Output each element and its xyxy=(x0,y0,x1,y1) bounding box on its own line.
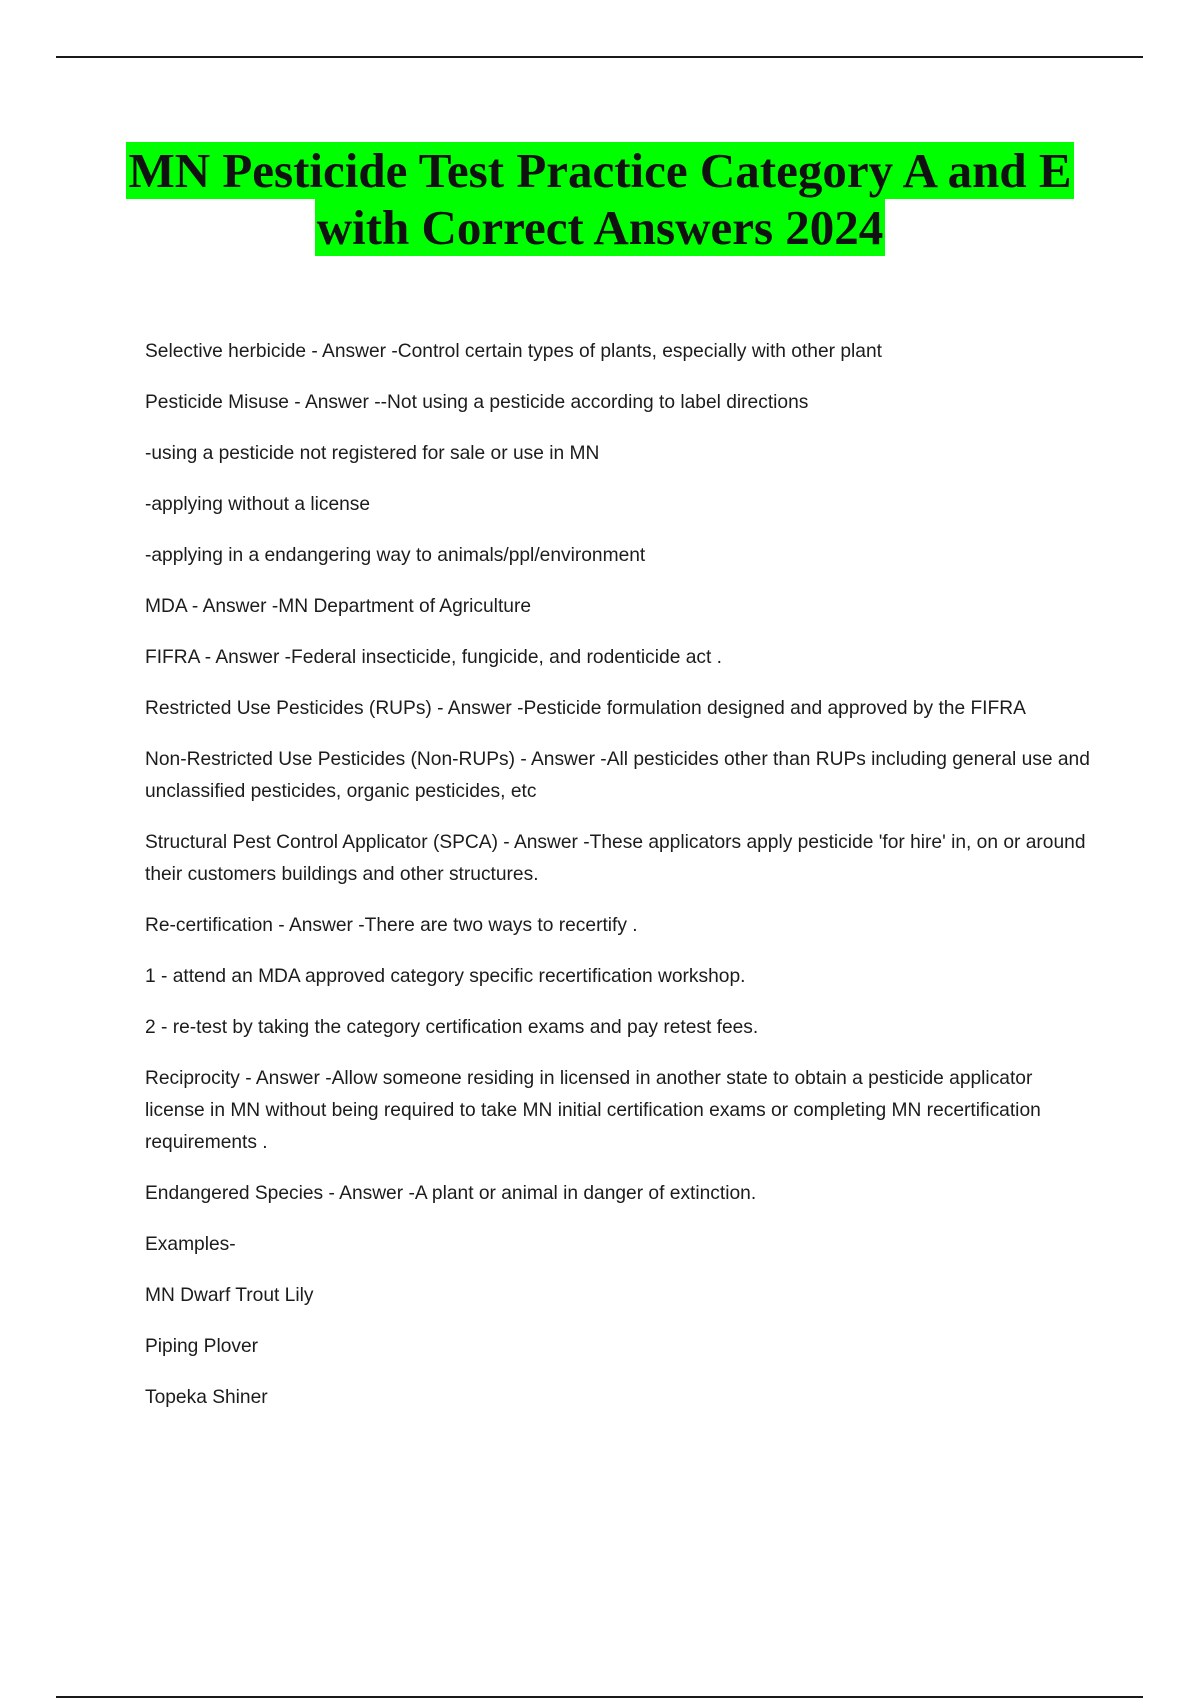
paragraph: Pesticide Misuse - Answer --Not using a pesticide according to label directions xyxy=(145,392,809,413)
paragraph: Piping Plover xyxy=(145,1336,259,1357)
paragraph: Examples- xyxy=(145,1234,236,1255)
paragraph: Topeka Shiner xyxy=(145,1387,268,1408)
title-line-1: MN Pesticide Test Practice Category A and E xyxy=(128,143,1072,198)
paragraph: Reciprocity - Answer -Allow someone residing in licensed in another state to obtain a pesticide applicator license in MN without being required to take MN initial certification exams or completing MN recertification requirements . xyxy=(145,1068,1041,1153)
top-divider xyxy=(56,56,1143,58)
document-body xyxy=(145,336,1095,1433)
paragraph: FIFRA - Answer -Federal insecticide, fungicide, and rodenticide act . xyxy=(145,647,722,668)
paragraph: Restricted Use Pesticides (RUPs) - Answer -Pesticide formulation designed and approved by the FIFRA xyxy=(145,698,1026,719)
paragraph: -using a pesticide not registered for sale or use in MN xyxy=(145,443,600,464)
paragraph: -applying in a endangering way to animals/ppl/environment xyxy=(145,545,646,566)
paragraph: 1 - attend an MDA approved category specific recertification workshop. xyxy=(145,966,746,987)
paragraph: Non-Restricted Use Pesticides (Non-RUPs) - Answer -All pesticides other than RUPs including general use and unclassified pesticides, organic pesticides, etc xyxy=(145,749,1090,802)
document-title xyxy=(0,142,1200,256)
paragraph: Selective herbicide - Answer -Control certain types of plants, especially with other plant xyxy=(145,341,882,362)
bottom-divider xyxy=(56,1696,1143,1698)
paragraph: 2 - re-test by taking the category certification exams and pay retest fees. xyxy=(145,1017,759,1038)
paragraph: Re-certification - Answer -There are two ways to recertify . xyxy=(145,915,638,936)
paragraph: MN Dwarf Trout Lily xyxy=(145,1285,314,1306)
paragraph: -applying without a license xyxy=(145,494,371,515)
paragraph: MDA - Answer -MN Department of Agriculture xyxy=(145,596,532,617)
title-line-2: with Correct Answers 2024 xyxy=(316,200,884,255)
paragraph: Endangered Species - Answer -A plant or animal in danger of extinction. xyxy=(145,1183,757,1204)
paragraph: Structural Pest Control Applicator (SPCA) - Answer -These applicators apply pesticide 'for hire' in, on or around their customers buildings and other structures. xyxy=(145,832,1086,885)
